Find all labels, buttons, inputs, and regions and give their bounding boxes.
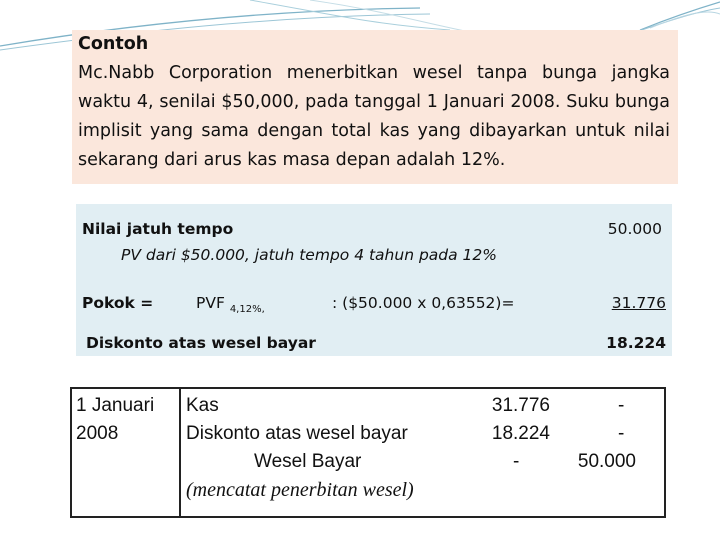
- journal-memo: (mencatat penerbitan wesel): [186, 479, 414, 501]
- principal-formula: : ($50.000 x 0,63552)=: [332, 294, 515, 312]
- discount-value: 18.224: [606, 334, 666, 352]
- discount-label: Diskonto atas wesel bayar: [86, 334, 316, 352]
- pv-note: PV dari $50.000, jatuh tempo 4 tahun pada 12%: [121, 246, 498, 264]
- maturity-value: 50.000: [607, 220, 662, 238]
- example-paragraph: Mc.Nabb Corporation menerbitkan wesel tanpa bunga jangka waktu 4, senilai $50,000, pada tanggal 1 Januari 2008. Suku bunga implisit yang sama dengan total kas yang dibayarkan untuk nilai sekarang dari arus kas masa depan adalah 12%.: [78, 63, 670, 170]
- journal-credit-notes-payable: 50.000: [577, 451, 636, 472]
- journal-date-line1: 1 Januari: [76, 395, 155, 416]
- maturity-label: Nilai jatuh tempo: [82, 220, 234, 238]
- journal-credit-cash: -: [618, 395, 625, 416]
- journal-account-discount: Diskonto atas wesel bayar: [186, 423, 408, 444]
- example-heading: Contoh: [78, 34, 149, 54]
- journal-debit-discount: 18.224: [491, 423, 550, 444]
- journal-debit-cash: 31.776: [491, 395, 550, 416]
- journal-credit-discount: -: [618, 423, 625, 444]
- journal-debit-notes-payable: -: [513, 451, 520, 472]
- journal-date-line2: 2008: [76, 423, 119, 444]
- example-box: [72, 30, 678, 184]
- journal-account-notes-payable: Wesel Bayar: [254, 451, 362, 472]
- principal-value: 31.776: [611, 294, 666, 312]
- calculation-box: [76, 204, 672, 356]
- journal-account-cash: Kas: [186, 395, 219, 416]
- principal-label: Pokok =: [82, 294, 154, 312]
- pvf-subscript: 4,12%,: [229, 304, 265, 315]
- pvf-text: PVF: [196, 294, 225, 312]
- pvf-factor: [196, 294, 265, 315]
- journal-entry-table: [70, 387, 666, 518]
- column-divider: [179, 389, 181, 516]
